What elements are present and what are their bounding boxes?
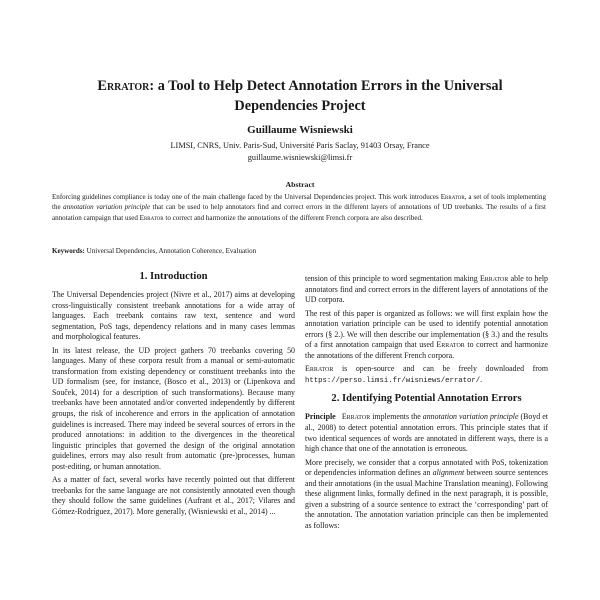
- text-run: tension of this principle to word segmentation making: [305, 274, 480, 283]
- right-paragraph: [305, 364, 548, 386]
- tool-name: Errator: [479, 274, 509, 283]
- right-column: [305, 274, 548, 534]
- download-url[interactable]: https://perso.limsi.fr/wisniews/errator/: [305, 376, 481, 385]
- intro-paragraph: In its latest release, the UD project gathers 70 treebanks covering 50 languages. Many of these corpora result from a manual or semi-automatic transformation from existing dependency or constituent treebanks into the UD formalism (see, for instance, (Bosco et al., 2013) or (Lipenkova and Souček, 2014) for a description of such transformations). Because many treebanks have been annotated and/or converted independently by different groups, the risk of incoherence and errors in the application of annotation guidelines is increased. There may indeed be several sources of errors in the produced annotations: in addition to the divergences in the theoretical linguistic principles that governed the design of the original annotation guidelines, errors may also result from automatic (pre-)processes, human post-editing, or human annotation.: [52, 345, 295, 471]
- text-run: More precisely, we consider that a corpus annotated with PoS, tokenization or dependencies information defines an: [305, 457, 548, 478]
- abstract-part: , a set of tools implementing the: [52, 193, 547, 212]
- text-run: implements the: [370, 412, 423, 422]
- tool-name: Errator: [436, 340, 465, 350]
- title-line2: Dependencies Project: [234, 98, 366, 114]
- abstract-heading: Abstract: [285, 180, 315, 189]
- tool-name: Errator: [341, 412, 371, 422]
- abstract-tool-name: Errator: [139, 213, 164, 222]
- text-run: to correct and harmonize the annotations of the different French corpora.: [305, 340, 549, 360]
- author-name: Guillaume Wisniewski: [247, 124, 353, 136]
- text-run: is open-source and can be freely downloaded from: [333, 364, 548, 374]
- author-affiliation-block: [0, 140, 600, 164]
- author-email: guillaume.wisniewski@limsi.fr: [247, 153, 353, 162]
- right-paragraph: [305, 309, 548, 362]
- text-run: between source sentences and their annotations (in the usual Machine Translation meaning). Following these alignment links, formally defined in the next paragraph, it is possible, given a substring of a source sentence to extract the ‘corresponding’ part of the annotation. The annotation variation principle can then be implemented as follows:: [305, 468, 548, 530]
- right-paragraph: [305, 458, 548, 532]
- section-heading-introduction: 1. Introduction: [139, 271, 208, 282]
- text-run: .: [480, 374, 483, 384]
- abstract-part: Enforcing guidelines compliance is today one of the main challenge faced by the Universal Dependencies project. This work introduces: [52, 193, 439, 201]
- title-line1: : a Tool to Help Detect Annotation Errors in the Universal: [149, 78, 503, 94]
- tool-name: Errator: [305, 364, 334, 374]
- abstract-tool-name: Errator: [440, 193, 465, 201]
- author-affiliation: LIMSI, CNRS, Univ. Paris-Sud, Université Paris Saclay, 91403 Orsay, France: [170, 141, 430, 150]
- abstract-text: [52, 192, 546, 223]
- keywords-text: Universal Dependencies, Annotation Coherence, Evaluation: [84, 247, 257, 255]
- right-paragraph: [305, 412, 548, 454]
- section-heading-identifying-errors: 2. Identifying Potential Annotation Errors: [331, 393, 522, 405]
- paper-title: [60, 76, 540, 116]
- paragraph-title: Principle: [305, 412, 336, 422]
- text-run: (Boyd et al., 2008) to detect potential annotation errors. This principle states that if two identical sequences of words are annotated in different ways, there is a high chance that one of the annotation is erroneous.: [305, 412, 548, 454]
- text-run: The rest of this paper is organized as follows: we will first explain how the annotation variation principle can be used to identify potential annotation errors (§ 2.). We will then describe our implementation (§ 3.) and the results of a first annotation campaign that used: [305, 308, 548, 350]
- keywords-label: Keywords:: [52, 247, 85, 255]
- emphasis: annotation variation principle: [422, 412, 519, 422]
- keywords: [52, 247, 546, 255]
- intro-paragraph: As a matter of fact, several works have recently pointed out that different treebanks for the same language are not consistently annotated even though they should follow the same guidelines (Aufrant et al., 2017; Vilares and Gómez-Rodríguez, 2017). More generally, (Wisniewski et al., 2014) ...: [52, 475, 295, 516]
- left-column: [52, 270, 295, 520]
- abstract-part: to correct and harmonize the annotations of the different French corpora are also described.: [163, 213, 423, 222]
- emphasis: alignment: [432, 468, 465, 478]
- title-tool-name: Errator: [97, 78, 150, 94]
- text-run: able to help annotators find and correct errors in the different layers of annotations of the UD corpora.: [305, 274, 548, 305]
- intro-paragraph: The Universal Dependencies project (Nivre et al., 2017) aims at developing cross-linguistically consistent treebank annotations for a wide array of languages. Each treebank contains raw text, sentence and word segmentation, PoS tags, dependency relations and in many cases lemmas and morphological features.: [52, 290, 295, 342]
- abstract-part: that can be used to help annotators find and correct errors in the different layers of annotations of UD treebanks. The results of a first annotation campaign that used: [52, 203, 547, 222]
- abstract-emphasis: annotation variation principle: [63, 203, 151, 212]
- right-paragraph: [305, 274, 548, 306]
